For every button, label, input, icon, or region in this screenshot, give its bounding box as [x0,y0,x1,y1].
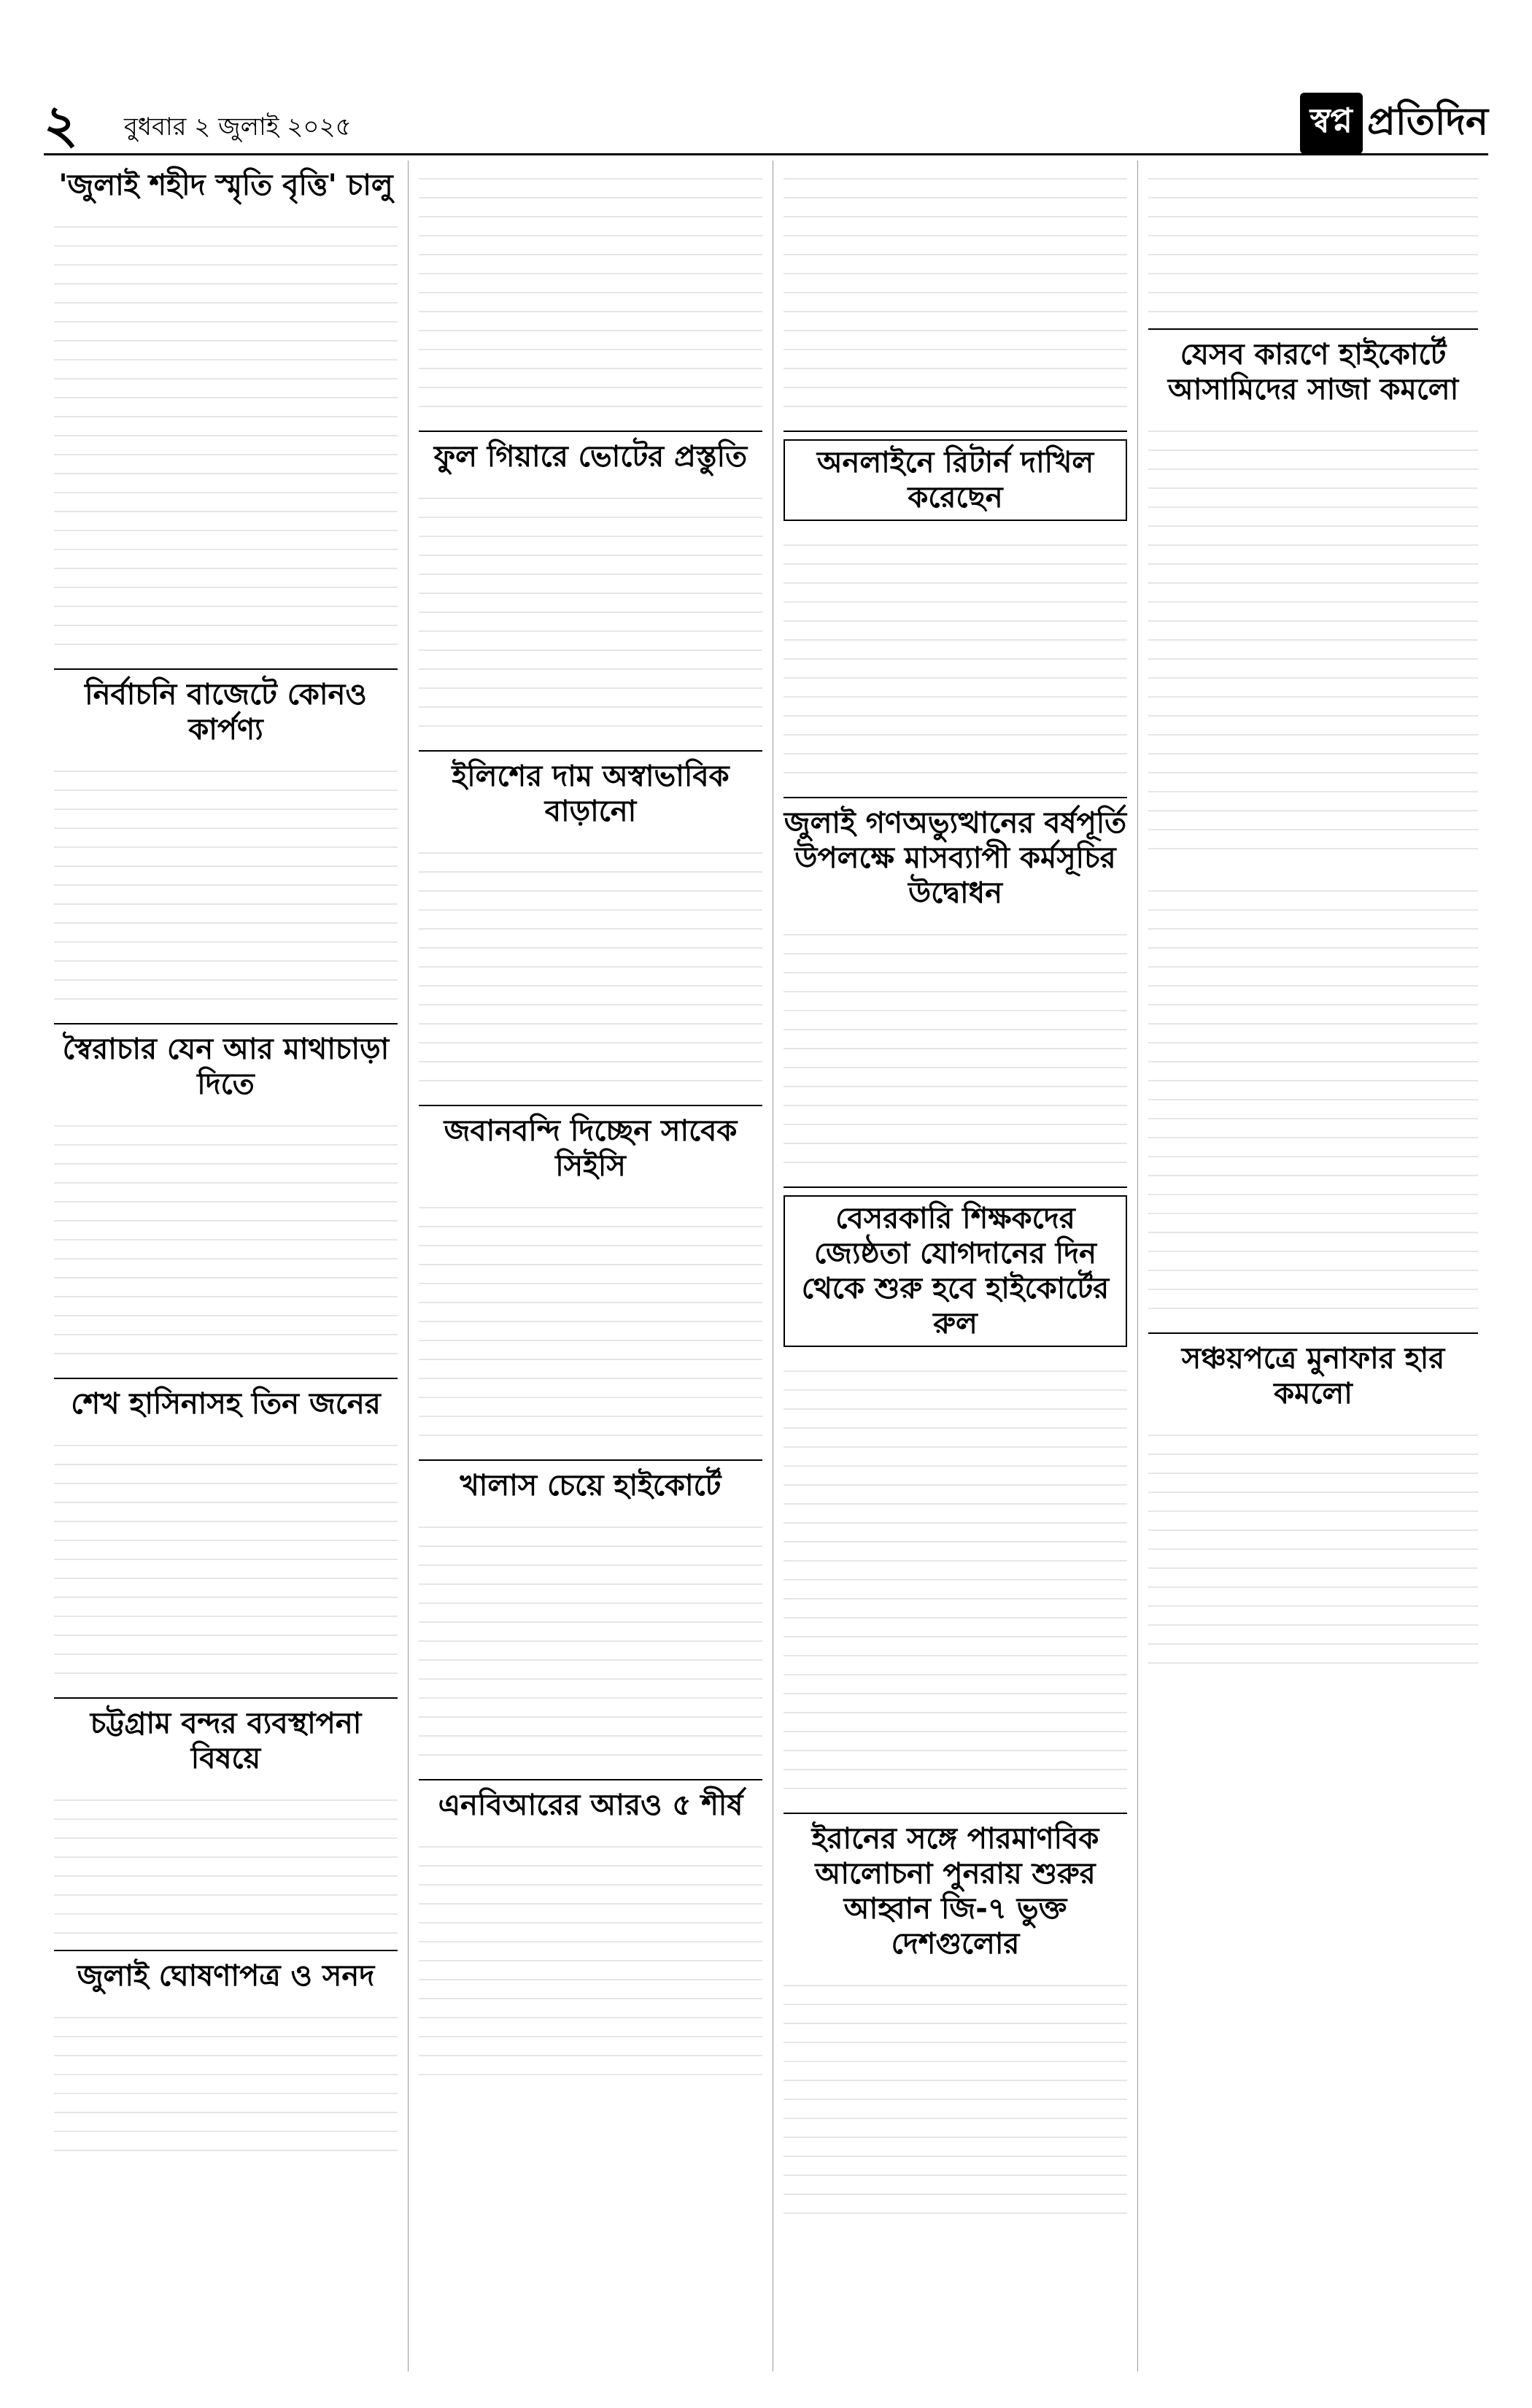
divider [1148,1332,1478,1334]
headline: সঞ্চয়পত্রে মুনাফার হার কমলো [1181,1342,1445,1411]
article-body [419,1189,762,1452]
article-body [419,835,762,1097]
article-body [1148,873,1478,1325]
article-body [419,161,762,423]
divider [784,1813,1127,1814]
headline: এনবিআরের আরও ৫ শীর্ষ [438,1788,743,1822]
divider [784,797,1127,798]
divider [419,1459,762,1461]
headline: ইরানের সঙ্গে পারমাণবিক আলোচনা পুনরায় শুরুর আহ্বান জি-৭ ভুক্ত দেশগুলোর [811,1822,1099,1961]
article-body [54,1999,398,2160]
divider [784,431,1127,432]
headline: স্বৈরাচার যেন আর মাথাচাড়া দিতে [62,1033,390,1101]
logo-left: স্বপ্ন [1300,93,1363,154]
article-body [419,1509,762,1772]
issue-date: বুধবার ২ জুলাই ২০২৫ [124,112,352,142]
divider [419,1105,762,1106]
article-body [1148,413,1478,865]
article-body [54,1782,398,1942]
divider [419,431,762,432]
article-body [784,916,1127,1179]
logo-right: প্রতিদিন [1367,99,1488,144]
column-3 [773,161,1138,2372]
article-body [54,1427,398,1690]
article-body [419,1829,762,2091]
article-body [784,1967,1127,2230]
headline: বেসরকারি শিক্ষকদের জ্যেষ্ঠতা যোগদানের দিন থেকে শুরু হবে হাইকোর্টের রুল [784,1195,1127,1347]
headline: 'জুলাই শহীদ স্মৃতি বৃত্তি' চালু [58,169,393,202]
masthead [44,95,1488,155]
headline: খালাস চেয়ে হাইকোর্টে [460,1469,721,1502]
article-body [784,161,1127,423]
divider [419,1779,762,1780]
column-4 [1138,161,1488,2372]
divider [784,1186,1127,1188]
column-1 [44,161,409,2372]
article-body [784,527,1127,790]
headline: অনলাইনে রিটার্ন দাখিল করেছেন [784,439,1127,521]
divider [54,1378,398,1379]
headline: জুলাই ঘোষণাপত্র ও সনদ [77,1959,375,1993]
divider [419,750,762,752]
headline: নির্বাচনি বাজেটে কোনও কার্পণ্য [85,678,367,746]
divider [1148,328,1478,330]
headline: ইলিশের দাম অস্বাভাবিক বাড়ানো [452,760,730,828]
headline: জবানবন্দি দিচ্ছেন সাবেক সিইসি [444,1114,738,1183]
headline: জুলাই গণঅভ্যুত্থানের বর্ষপূর্তি উপলক্ষে মাসব্যাপী কর্মসূচির উদ্বোধন [784,806,1127,910]
article-body [54,753,398,1016]
article-body [784,1353,1127,1805]
newspaper-logo [1300,95,1488,152]
article-body [1148,1417,1478,1680]
divider [54,1023,398,1024]
headline: যেসব কারণে হাইকোর্টে আসামিদের সাজা কমলো [1167,338,1459,406]
article-body [1148,161,1478,321]
article-body [54,1108,398,1370]
headline: চট্টগ্রাম বন্দর ব্যবস্থাপনা বিষয়ে [90,1707,362,1775]
headline: শেখ হাসিনাসহ তিন জনের [71,1387,381,1421]
divider [54,1950,398,1951]
headline: ফুল গিয়ারে ভোটের প্রস্তুতি [433,440,748,474]
page-number: ২ [44,93,78,155]
article-body [54,209,398,661]
article-body [419,480,762,743]
divider [54,1697,398,1699]
column-2 [409,161,773,2372]
divider [54,668,398,670]
